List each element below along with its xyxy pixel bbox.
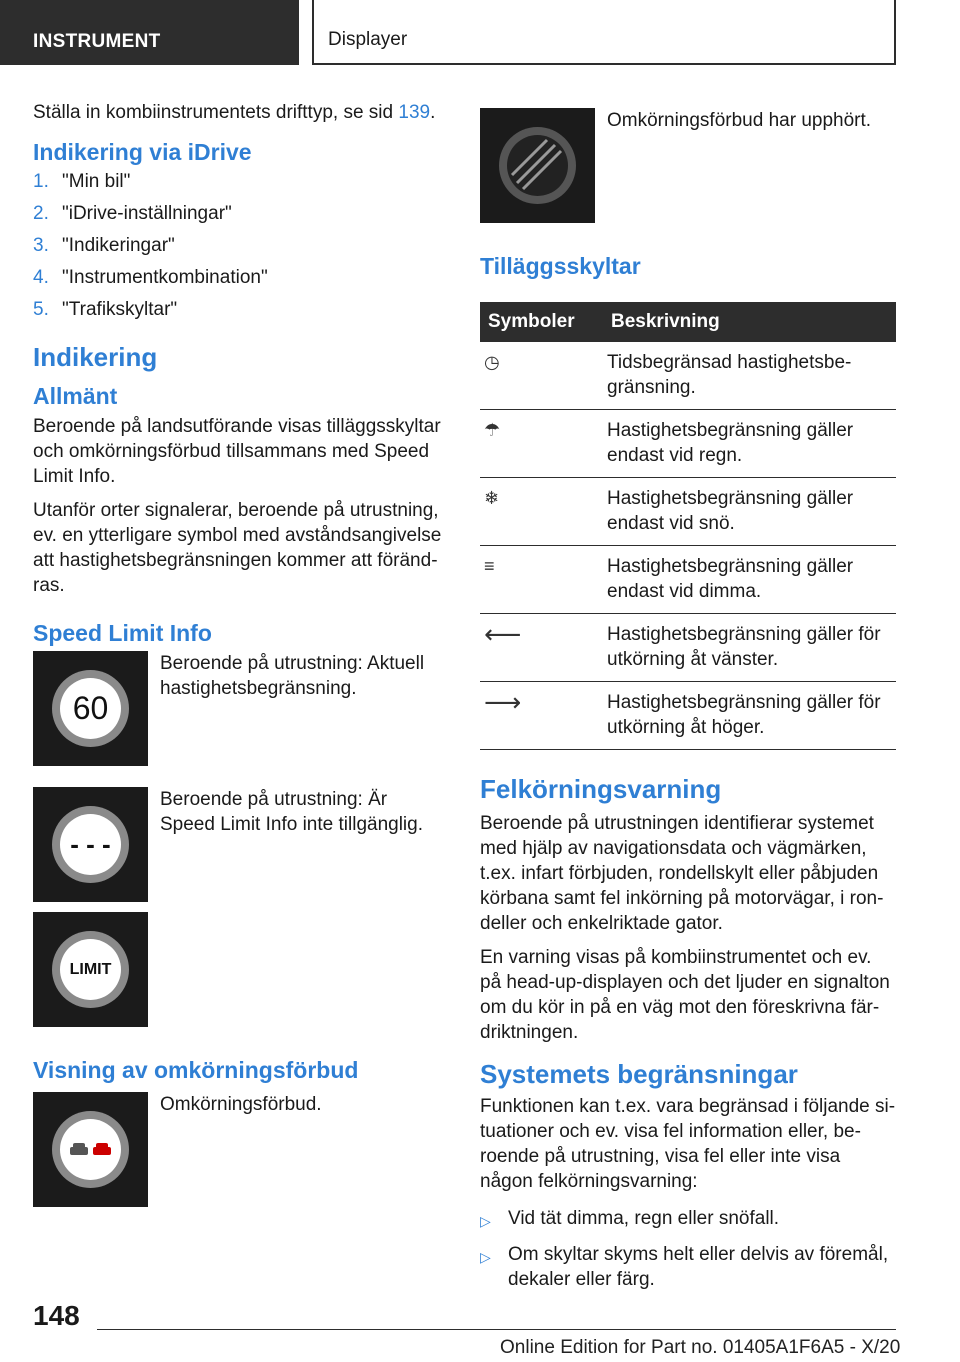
heading-speed-limit-info: Speed Limit Info bbox=[33, 620, 212, 646]
heading-visning: Visning av omkörningsförbud bbox=[33, 1057, 359, 1083]
table-row: ⟶ Hastighetsbegränsning gäller för utkörning åt höger. bbox=[480, 682, 896, 750]
snow-icon: ❄ bbox=[484, 488, 500, 508]
page-link[interactable]: 139 bbox=[398, 102, 431, 123]
table-header-symbols: Symboler bbox=[480, 302, 607, 342]
right-column bbox=[480, 100, 896, 1300]
heading-idrive: Indikering via iDrive bbox=[33, 139, 252, 165]
footer-divider bbox=[97, 1329, 896, 1330]
table-header-description: Beskrivning bbox=[607, 302, 896, 342]
list-item: 4. "Instrumentkombination" bbox=[33, 267, 268, 288]
table-row: ☂ Hastighetsbegränsning gäller endast vid regn. bbox=[480, 410, 896, 478]
allmant-paragraph-1: Beroende på landsutförande visas tilläggsskyltar och omkörningsförbud tillsammans med Speed Limit Info. bbox=[33, 416, 441, 487]
table-row: ❄ Hastighetsbegränsning gäller endast vid snö. bbox=[480, 478, 896, 546]
no-overtaking-image bbox=[33, 1092, 148, 1207]
list-item: 3. "Indikeringar" bbox=[33, 235, 175, 256]
limit-label: LIMIT bbox=[60, 939, 121, 1000]
end-restriction-icon bbox=[507, 135, 568, 196]
speed-limit-row bbox=[33, 651, 443, 766]
arrow-right-icon: ⟶ bbox=[484, 687, 522, 717]
arrow-left-icon: ⟵ bbox=[484, 619, 522, 649]
page-number: 148 bbox=[33, 1300, 80, 1331]
cars-icon bbox=[60, 1119, 121, 1180]
visning-text: Omkörningsförbud. bbox=[160, 1094, 322, 1115]
table-row: ◷ Tidsbegränsad hastighetsbegränsning. bbox=[480, 342, 896, 410]
triangle-bullet-icon: ▷ bbox=[480, 1249, 491, 1265]
heading-allmant: Allmänt bbox=[33, 383, 118, 409]
left-column bbox=[33, 100, 443, 1207]
speed-60-label: 60 bbox=[60, 678, 121, 739]
heading-systemets-begransningar: Systemets begränsningar bbox=[480, 1059, 798, 1089]
speed-unavailable-image bbox=[33, 787, 148, 902]
no-overtaking-row bbox=[33, 1092, 443, 1207]
end-text: Omkörningsförbud har upphört. bbox=[607, 110, 872, 131]
footer-edition: Online Edition for Part no. 01405A1F6A5 - X/20 bbox=[500, 1337, 901, 1358]
table-row: ⟵ Hastighetsbegränsning gäller för utkörning åt vänster. bbox=[480, 614, 896, 682]
steps-list bbox=[33, 170, 443, 330]
limit-row bbox=[33, 912, 443, 1027]
end-overtaking-row bbox=[480, 108, 896, 223]
fog-icon: ≡ bbox=[484, 556, 495, 576]
symbols-table bbox=[480, 302, 896, 750]
heading-tillaggsskyltar: Tilläggsskyltar bbox=[480, 253, 641, 279]
limit-sign-image bbox=[33, 912, 148, 1027]
list-item: 1. "Min bil" bbox=[33, 171, 131, 192]
speed-text-1: Beroende på utrustning: Aktuell hastighetsbegränsning. bbox=[160, 653, 425, 699]
chapter-header: Displayer bbox=[312, 0, 896, 65]
list-item: ▷ Om skyltar skyms helt eller delvis av föremål, dekaler eller färg. bbox=[480, 1244, 889, 1290]
section-header: INSTRUMENT bbox=[0, 0, 299, 65]
end-overtaking-image bbox=[480, 108, 595, 223]
speed-text-2: Beroende på utrustning: Är Speed Limit Info inte tillgänglig. bbox=[160, 789, 423, 835]
intro-paragraph: Ställa in kombiinstrumentets drifttyp, se sid 139. bbox=[33, 102, 436, 123]
dash-label: - - - bbox=[60, 814, 121, 875]
list-item: 2. "iDrive-inställningar" bbox=[33, 203, 232, 224]
speed-unavailable-row bbox=[33, 787, 443, 902]
allmant-paragraph-2: Utanför orter signalerar, beroende på utrustning, ev. en ytterligare symbol med avståndsangivelse att hastighetsbegränsningen kommer att förändras. bbox=[33, 500, 442, 596]
rain-icon: ☂ bbox=[484, 420, 501, 440]
clock-icon: ◷ bbox=[484, 352, 500, 372]
system-paragraph: Funktionen kan t.ex. vara begränsad i följande situationer och ev. visa fel information eller, beroende på utrustning, visa fel eller inte visa någon felkörningsvarning: bbox=[480, 1096, 896, 1192]
fel-paragraph-1: Beroende på utrustningen identifierar systemet med hjälp av navigationsdata och vägmärken, t.ex. infart förbjuden, rondellskylt eller påbjuden körbana samt fel inkörning på motorvägar, i rondeller och enkelriktade gator. bbox=[480, 813, 884, 934]
speed-limit-60-image bbox=[33, 651, 148, 766]
list-item: 5. "Trafikskyltar" bbox=[33, 299, 178, 320]
fel-paragraph-2: En varning visas på kombiinstrumentet och ev. på head-up-displayen och det ljuder en signalton om du kör in på en väg mot den föreskrivna färdriktningen. bbox=[480, 947, 890, 1043]
heading-indikering: Indikering bbox=[33, 342, 158, 372]
limitations-list bbox=[480, 1206, 896, 1292]
list-item: ▷ Vid tät dimma, regn eller snöfall. bbox=[480, 1206, 896, 1234]
heading-felkorningsvarning: Felkörningsvarning bbox=[480, 774, 722, 804]
table-row: ≡ Hastighetsbegränsning gäller endast vid dimma. bbox=[480, 546, 896, 614]
triangle-bullet-icon: ▷ bbox=[480, 1213, 491, 1229]
